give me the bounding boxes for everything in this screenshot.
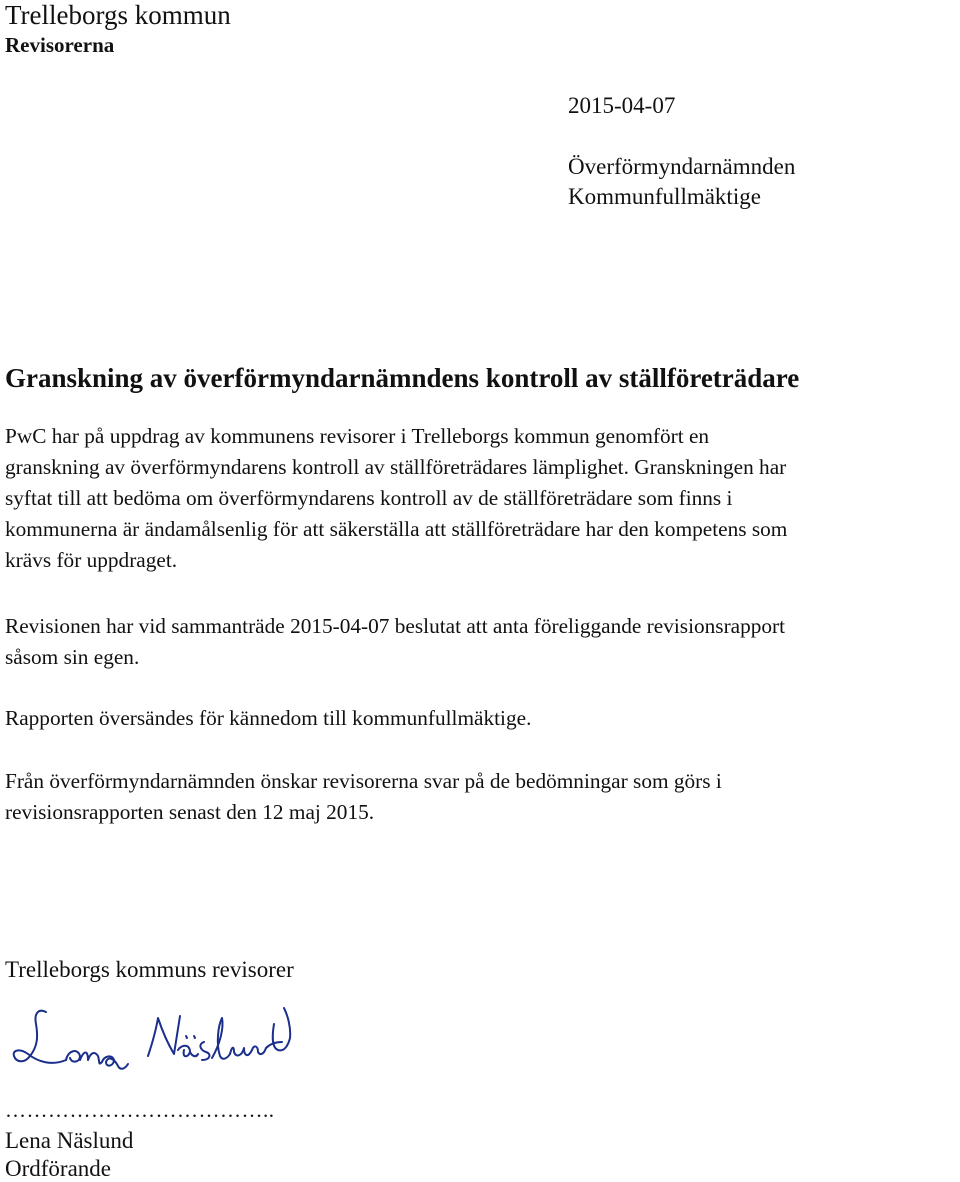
paragraph-line: syftat till att bedöma om överförmyndarens kontroll av de ställföreträdare som finns i — [5, 486, 733, 510]
paragraph-line: Revisionen har vid sammanträde 2015-04-07 beslutat att anta föreliggande revisionsrapport — [5, 614, 786, 638]
organization-name: Trelleborgs kommun — [5, 0, 231, 30]
paragraph-line: såsom sin egen. — [5, 645, 140, 669]
paragraph-line: kommunerna är ändamålsenlig för att säkerställa att ställföreträdare har den kompetens som — [5, 517, 788, 541]
paragraph-line: krävs för uppdraget. — [5, 548, 178, 572]
document-title: Granskning av överförmyndarnämndens kontroll av ställföreträdare — [5, 363, 800, 393]
paragraph-line: revisionsrapporten senast den 12 maj 2015. — [5, 800, 375, 824]
closing-signoff: Trelleborgs kommuns revisorer — [5, 957, 294, 982]
signer-name: Lena Näslund — [5, 1128, 134, 1153]
signer-role: Ordförande — [5, 1156, 112, 1181]
body-paragraph-request — [5, 766, 722, 828]
recipient-item: Överförmyndarnämnden — [568, 154, 796, 179]
paragraph-line: Från överförmyndarnämnden önskar revisorerna svar på de bedömningar som görs i — [5, 769, 722, 793]
department-name: Revisorerna — [5, 33, 115, 57]
recipient-item: Kommunfullmäktige — [568, 184, 761, 209]
body-paragraph-summary — [5, 421, 787, 576]
recipient-list — [568, 152, 795, 212]
body-paragraph-decision — [5, 611, 785, 673]
handwritten-signature — [8, 1000, 298, 1088]
letter-date: 2015-04-07 — [568, 93, 676, 118]
signature-line: ……………………………….. — [5, 1098, 275, 1122]
paragraph-line: granskning av överförmyndarens kontroll av ställföreträdares lämplighet. Granskningen har — [5, 455, 787, 479]
paragraph-line: Rapporten översändes för kännedom till kommunfullmäktige. — [5, 706, 532, 730]
body-paragraph-distribution — [5, 703, 531, 734]
paragraph-line: PwC har på uppdrag av kommunens revisorer i Trelleborgs kommun genomfört en — [5, 424, 710, 448]
